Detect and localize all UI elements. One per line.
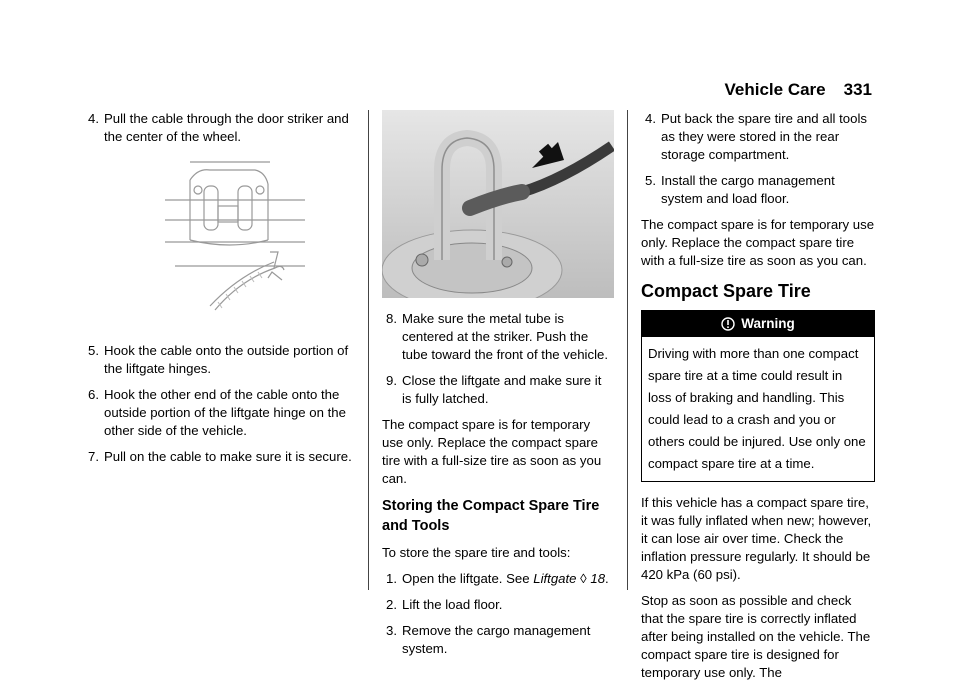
warning-text: Driving with more than one compact spare tire at a time could result in loss of braking and handling. This could lead to a crash and you or others could be injured. Use only one compact spare tire at a time. xyxy=(648,346,866,471)
step-7: 7. Pull on the cable to make sure it is secure. xyxy=(88,449,352,464)
section-heading: Compact Spare Tire xyxy=(641,281,811,301)
column-2 xyxy=(382,110,614,666)
page-number: 331 xyxy=(843,80,872,99)
liftgate-link[interactable]: Liftgate xyxy=(533,571,577,586)
paragraph: To store the spare tire and tools: xyxy=(382,545,571,560)
cable-hinge-illustration xyxy=(160,160,310,320)
paragraph: Stop as soon as possible and check that the spare tire is correctly inflated after being installed on the vehicle. The compact spare tire is designed for temporary use only. The xyxy=(641,593,871,680)
striker-tube-illustration xyxy=(382,110,614,298)
page-ref-arrow-icon: ◊ xyxy=(580,571,587,586)
warning-header xyxy=(642,311,874,337)
store-step-4: 4. Put back the spare tire and all tools as they were stored in the rear storage compartment. xyxy=(645,111,867,162)
warning-icon xyxy=(721,317,735,331)
step-9: 9. Close the liftgate and make sure it is fully latched. xyxy=(386,373,602,406)
column-divider xyxy=(368,110,369,590)
store-step-3: 3. Remove the cargo management system. xyxy=(386,623,591,656)
column-divider xyxy=(627,110,628,590)
paragraph: If this vehicle has a compact spare tire, it was fully inflated when new; however, it can lose air over time. Check the inflation pressure regularly. It should be 420 kPa (60 psi). xyxy=(641,495,872,582)
section-title: Vehicle Care xyxy=(724,80,826,99)
page-ref[interactable]: 18 xyxy=(590,571,606,586)
warning-title: Warning xyxy=(741,316,795,331)
column-1 xyxy=(88,110,352,474)
section-heading: Storing the Compact Spare Tire and Tools xyxy=(382,498,600,534)
step-5: 5. Hook the cable onto the outside portion of the liftgate hinges. xyxy=(88,343,349,376)
paragraph: The compact spare is for temporary use only. Replace the compact spare tire with a full-size tire as soon as you can. xyxy=(382,417,602,486)
page-header xyxy=(725,80,873,100)
paragraph: The compact spare is for temporary use only. Replace the compact spare tire with a full-size tire as soon as you can. xyxy=(641,217,875,268)
store-step-1: 1. Open the liftgate. See Liftgate ◊ 18. xyxy=(386,571,609,586)
column-3 xyxy=(641,110,875,690)
store-step-5: 5. Install the cargo management system and load floor. xyxy=(645,173,835,206)
warning-box xyxy=(641,310,875,482)
step-4: 4. Pull the cable through the door striker and the center of the wheel. xyxy=(88,111,349,144)
step-8: 8. Make sure the metal tube is centered at the striker. Push the tube toward the front of the vehicle. xyxy=(386,311,608,362)
store-step-2: 2. Lift the load floor. xyxy=(386,597,503,612)
step-6: 6. Hook the other end of the cable onto the outside portion of the liftgate hinge on the other side of the vehicle. xyxy=(88,387,346,438)
